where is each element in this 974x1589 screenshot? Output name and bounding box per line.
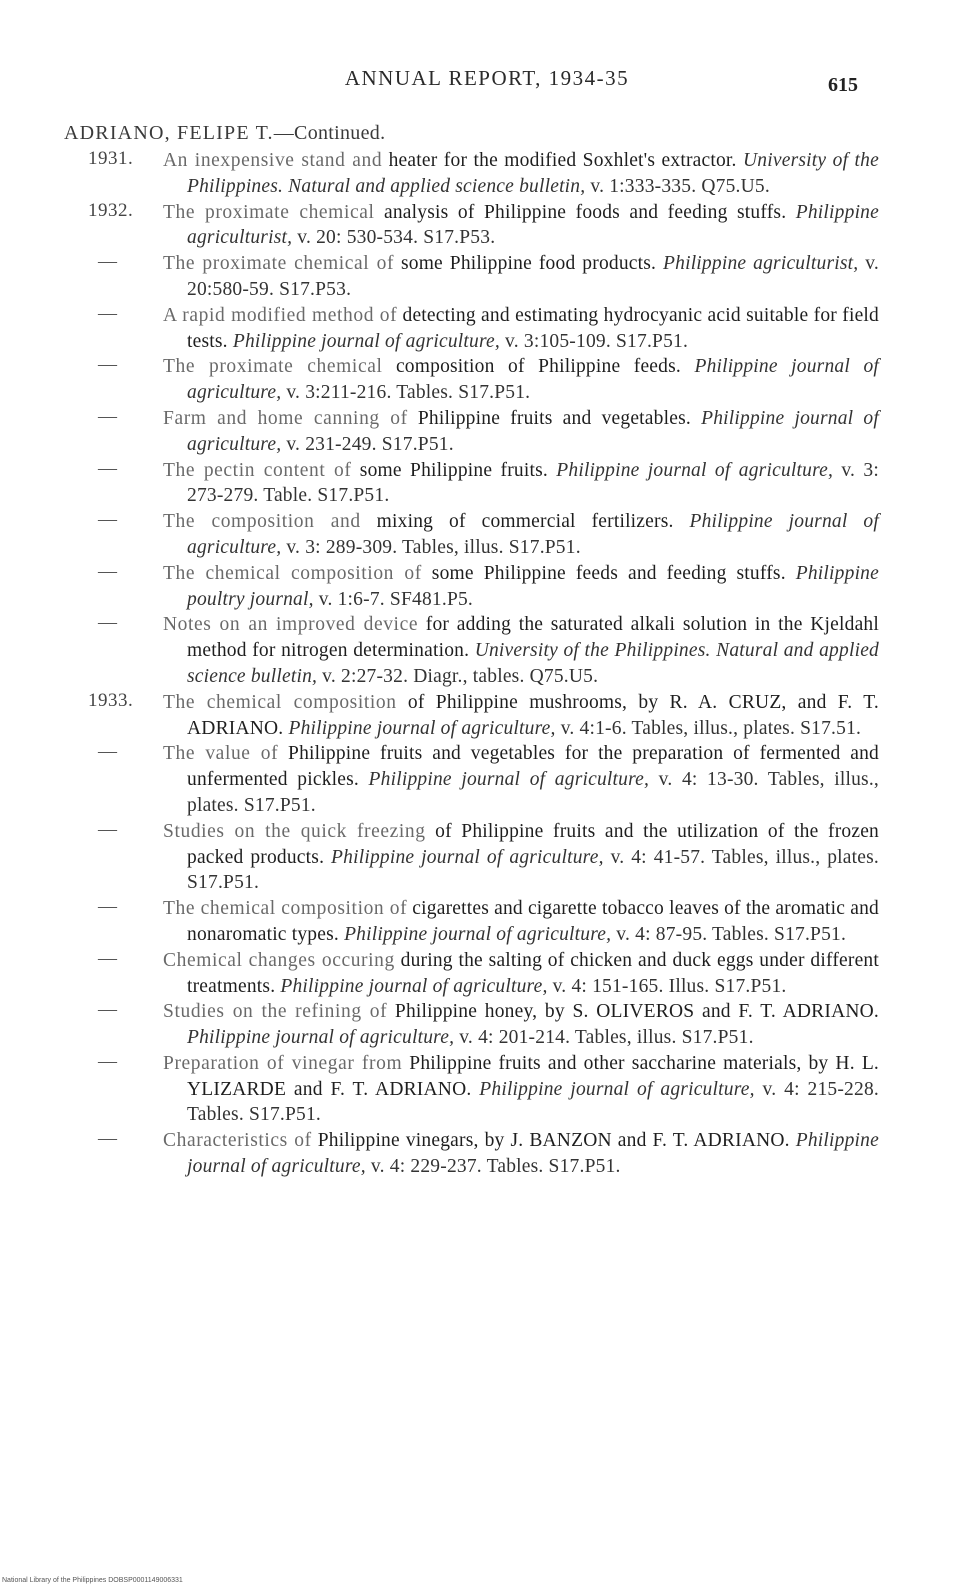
entry-title-lead: Studies on the refining of xyxy=(163,1001,388,1023)
entry-title: Philippine fruits and other saccharine materials, by H. L. YLIZARDE and F. T. ADRIANO. xyxy=(187,1052,880,1100)
entry-journal: Philippine journal of agriculture, xyxy=(187,356,880,404)
entry-title: composition of Philippine feeds. xyxy=(382,356,695,378)
entry-text xyxy=(163,251,879,303)
bibliography-list xyxy=(0,148,974,1180)
entry-title: of Philippine mushrooms, by R. A. CRUZ, and F. T. ADRIANO. xyxy=(187,691,879,739)
entry-dash: — xyxy=(98,1128,117,1150)
entry-dash: — xyxy=(98,405,117,427)
entry-text xyxy=(163,999,879,1051)
bibliography-entry xyxy=(0,819,879,896)
entry-citation: v. 4: 87-95. Tables. S17.P51. xyxy=(611,923,847,945)
entry-journal: Philippine poultry journal, xyxy=(187,562,879,610)
bibliography-entry xyxy=(0,1128,879,1180)
entry-dash: — xyxy=(98,1050,117,1072)
entry-title: of Philippine fruits and the utilization of the frozen packed products. xyxy=(187,820,879,868)
entry-text xyxy=(163,819,879,896)
bibliography-entry xyxy=(0,948,879,1000)
entry-text xyxy=(163,354,880,406)
bibliography-entry xyxy=(0,148,879,200)
entry-title-lead: The proximate chemical xyxy=(163,356,383,378)
entry-title: Philippine vinegars, by J. BANZON and F. T. ADRIANO. xyxy=(311,1130,796,1152)
entry-citation: v. 1:6-7. SF481.P5. xyxy=(313,588,474,610)
entry-dash: — xyxy=(98,457,117,479)
entry-title-lead: Farm and home canning of xyxy=(163,407,408,429)
entry-citation: v. 20:580-59. S17.P53. xyxy=(187,253,879,300)
entry-title: some Philippine fruits. xyxy=(351,459,557,481)
entry-journal: Philippine journal of agriculture, xyxy=(187,511,879,558)
entry-year: 1931. xyxy=(88,148,134,169)
entry-year: 1932. xyxy=(88,199,134,221)
entry-journal: Philippine agriculturist, xyxy=(663,253,859,275)
bibliography-entry xyxy=(0,741,879,818)
entry-citation: v. 3:211-216. Tables. S17.P51. xyxy=(281,382,531,404)
entry-journal: Philippine journal of agriculture, xyxy=(280,975,548,997)
entry-citation: v. 20: 530-534. S17.P53. xyxy=(292,227,496,249)
entry-dash: — xyxy=(98,354,117,376)
entry-title-lead: The composition and xyxy=(163,511,361,533)
entry-citation: v. 4: 151-165. Illus. S17.P51. xyxy=(547,975,787,997)
entry-title-lead: The proximate chemical of xyxy=(163,253,395,275)
entry-title-lead: The pectin content of xyxy=(163,459,352,481)
bibliography-entry xyxy=(0,999,879,1051)
entry-citation: v. 3: 273-279. Table. S17.P51. xyxy=(187,459,879,507)
entry-title: during the salting of chicken and duck eggs under different treatments. xyxy=(187,949,879,997)
entry-title-lead: An inexpensive stand and xyxy=(163,150,383,171)
entry-dash: — xyxy=(98,302,117,324)
bibliography-entry xyxy=(0,354,879,406)
entry-journal: Philippine journal of agriculture, xyxy=(556,459,834,481)
entry-title-lead: The chemical composition xyxy=(163,691,397,713)
entry-citation: v. 4: 41-57. Tables, illus., plates. S17.P51. xyxy=(187,846,879,894)
entry-journal: Philippine journal of agriculture, xyxy=(331,846,604,868)
entry-title: analysis of Philippine foods and feeding stuffs. xyxy=(374,201,796,223)
entry-citation: v. 4:1-6. Tables, illus., plates. S17.51. xyxy=(555,717,862,739)
bibliography-entry xyxy=(0,458,879,510)
entry-citation: v. 3:105-109. S17.P51. xyxy=(499,330,689,352)
entry-title: some Philippine food products. xyxy=(394,253,664,275)
entry-title-lead: Chemical changes occuring xyxy=(163,949,395,971)
entry-dash: — xyxy=(98,999,117,1021)
entry-title-lead: The value of xyxy=(163,743,279,765)
bibliography-entry xyxy=(0,1051,879,1128)
entry-title: detecting and estimating hydrocyanic acid suitable for field tests. xyxy=(187,304,880,352)
entry-journal: University of the Philippines. Natural and applied science bulletin, xyxy=(187,640,880,687)
entry-dash: — xyxy=(98,896,117,918)
entry-dash: — xyxy=(98,251,117,273)
entry-title: heater for the modified Soxhlet's extractor. xyxy=(382,150,744,171)
entry-text xyxy=(163,303,880,355)
entry-dash: — xyxy=(98,741,117,763)
entry-dash: — xyxy=(98,947,117,969)
bibliography-entry xyxy=(0,406,879,458)
page-number: 615 xyxy=(828,74,858,96)
entry-title-lead: Characteristics of xyxy=(163,1130,312,1152)
entry-text xyxy=(163,458,879,510)
entry-text xyxy=(163,200,879,252)
entry-text xyxy=(163,1051,880,1128)
entry-text xyxy=(163,1128,879,1180)
entry-text xyxy=(163,741,879,818)
entry-title: Philippine fruits and vegetables for the preparation of fermented and unfermented pickles. xyxy=(187,743,879,791)
bibliography-entry xyxy=(0,251,879,303)
entry-journal: Philippine journal of agriculture, xyxy=(187,1130,879,1178)
bibliography-entry xyxy=(0,509,879,561)
bibliography-entry xyxy=(0,200,879,252)
bibliography-entry xyxy=(0,303,879,355)
entry-journal: Philippine journal of agriculture, xyxy=(368,769,650,791)
entry-title: for adding the saturated alkali solution in the Kjeldahl method for nitrogen determination. xyxy=(187,614,879,662)
entry-dash: — xyxy=(98,509,117,531)
entry-title: Philippine fruits and vegetables. xyxy=(407,407,702,429)
entry-year: 1933. xyxy=(88,689,134,711)
entry-citation: v. 231-249. S17.P51. xyxy=(281,433,454,455)
entry-title: Philippine honey, by S. OLIVEROS and F. T. ADRIANO. xyxy=(387,1001,879,1023)
bibliography-entry xyxy=(0,612,879,689)
entry-title-lead: Notes on an improved device xyxy=(163,614,419,636)
entry-journal: Philippine journal of agriculture, xyxy=(288,717,556,739)
bibliography-entry xyxy=(0,896,879,948)
entry-text xyxy=(163,509,879,561)
entry-citation: v. 4: 201-214. Tables, illus. S17.P51. xyxy=(454,1027,754,1049)
author-name: ADRIANO, FELIPE T. xyxy=(64,122,274,144)
entry-text xyxy=(163,561,879,613)
entry-title-lead: The proximate chemical xyxy=(163,201,375,223)
bibliography-entry xyxy=(0,690,879,742)
footer-watermark-note: National Library of the Philippines DOBSP0001149006331 xyxy=(2,1577,183,1584)
entry-journal: Philippine journal of agriculture, xyxy=(187,1027,455,1049)
entry-title: cigarettes and cigarette tobacco leaves of the aromatic and nonaromatic types. xyxy=(187,898,879,945)
entry-citation: v. 4: 215-228. Tables. S17.P51. xyxy=(187,1078,879,1126)
entry-citation: v. 2:27-32. Diagr., tables. Q75.U5. xyxy=(317,665,599,687)
entry-journal: University of the Philippines. Natural and applied science bulletin, xyxy=(187,150,879,197)
entry-journal: Philippine journal of agriculture, xyxy=(479,1078,755,1100)
entry-title-lead: The chemical composition of xyxy=(163,898,408,920)
entry-journal: Philippine agriculturist, xyxy=(187,201,879,249)
entry-text xyxy=(163,948,879,1000)
entry-journal: Philippine journal of agriculture, xyxy=(344,923,612,945)
entry-text xyxy=(163,612,880,689)
entry-title: mixing of commercial fertilizers. xyxy=(360,511,690,533)
running-header-title: ANNUAL REPORT, 1934-35 xyxy=(344,66,630,90)
entry-title-lead: Preparation of vinegar from xyxy=(163,1052,403,1074)
entry-text xyxy=(163,896,879,948)
bibliography-entry xyxy=(0,561,879,613)
entry-journal: Philippine journal of agriculture, xyxy=(232,330,500,352)
entry-text xyxy=(163,148,879,200)
entry-title-lead: The chemical composition of xyxy=(163,562,422,584)
entry-citation: v. 4: 13-30. Tables, illus., plates. S17.P51. xyxy=(187,769,879,816)
entry-dash: — xyxy=(98,612,117,634)
entry-title-lead: A rapid modified method of xyxy=(163,304,398,326)
entry-text xyxy=(163,690,879,742)
entry-text xyxy=(163,406,879,458)
entry-title: some Philippine feeds and feeding stuffs. xyxy=(421,562,796,584)
entry-title-lead: Studies on the quick freezing xyxy=(163,820,426,842)
entry-dash: — xyxy=(98,560,117,582)
entry-citation: v. 3: 289-309. Tables, illus. S17.P51. xyxy=(281,536,581,558)
entry-citation: v. 1:333-335. Q75.U5. xyxy=(585,175,770,197)
entry-dash: — xyxy=(98,818,117,840)
author-heading xyxy=(64,122,385,145)
entry-citation: v. 4: 229-237. Tables. S17.P51. xyxy=(365,1156,621,1178)
entry-journal: Philippine journal of agriculture, xyxy=(187,407,879,455)
author-continued: —Continued. xyxy=(273,122,386,144)
